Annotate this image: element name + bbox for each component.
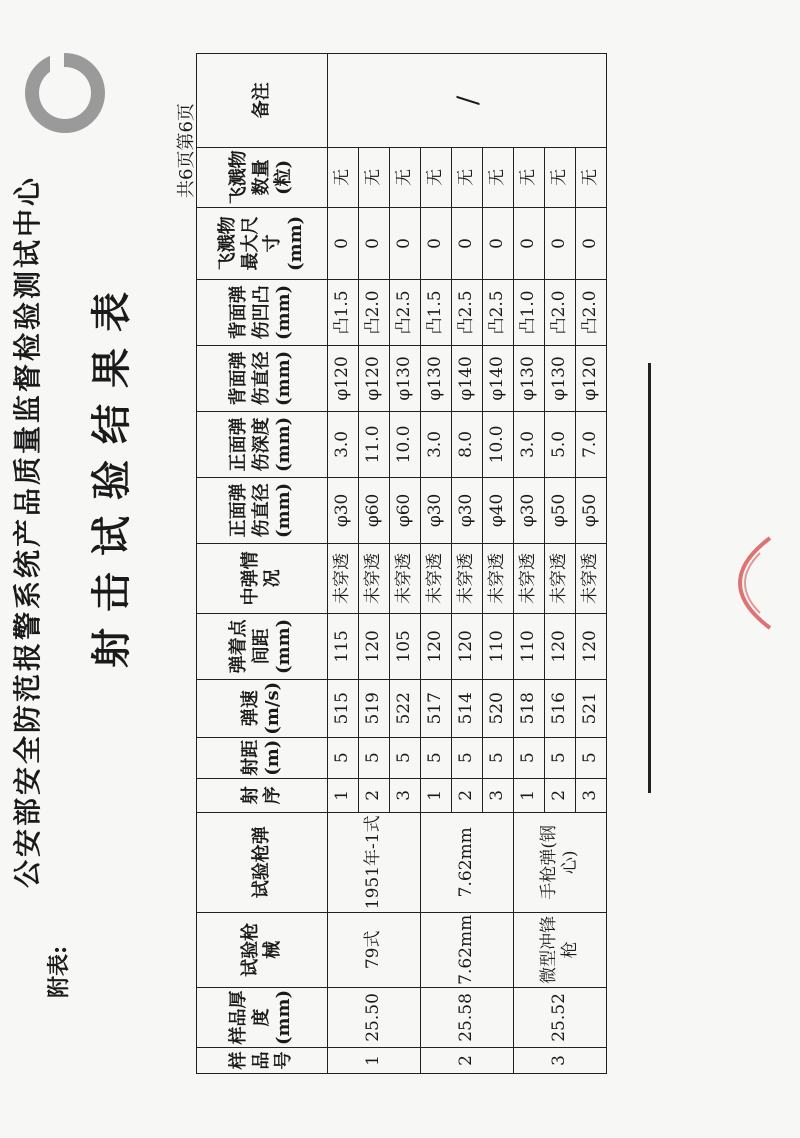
data-cell: 无 — [514, 147, 545, 207]
data-cell: 516 — [545, 679, 576, 737]
data-cell: 无 — [483, 147, 514, 207]
data-cell: 凸1.0 — [514, 279, 545, 345]
data-cell: 0 — [576, 207, 607, 279]
data-cell: 5 — [452, 737, 483, 778]
org-header: 公安部安全防范报警系统产品质量监督检验测试中心 — [11, 174, 44, 888]
data-cell: 120 — [576, 613, 607, 679]
data-cell: 11.0 — [359, 411, 390, 477]
decorative-rule — [648, 363, 651, 793]
column-header: 弹速(m/s) — [197, 679, 328, 737]
data-cell: 未穿透 — [545, 543, 576, 613]
data-cell: φ130 — [390, 345, 421, 411]
guoxin-logo — [10, 33, 120, 153]
data-cell: 10.0 — [483, 411, 514, 477]
data-cell: 5 — [328, 737, 359, 778]
column-header: 正面弹伤深度(mm) — [197, 411, 328, 477]
data-cell: 未穿透 — [328, 543, 359, 613]
data-cell: 518 — [514, 679, 545, 737]
data-cell: φ30 — [452, 477, 483, 543]
column-header: 样品厚度(mm) — [197, 987, 328, 1047]
data-cell: φ30 — [328, 477, 359, 543]
data-cell: 0 — [483, 207, 514, 279]
data-cell: 120 — [359, 613, 390, 679]
data-cell: 未穿透 — [390, 543, 421, 613]
ammo-cell: 手枪弹(钢心) — [514, 812, 607, 912]
data-cell: 无 — [359, 147, 390, 207]
data-cell: 120 — [421, 613, 452, 679]
thickness-cell: 25.50 — [328, 987, 421, 1047]
data-cell: 7.0 — [576, 411, 607, 477]
data-cell: φ50 — [545, 477, 576, 543]
data-cell: φ120 — [359, 345, 390, 411]
data-cell: 3 — [576, 778, 607, 812]
data-cell: 517 — [421, 679, 452, 737]
data-cell: 凸2.0 — [545, 279, 576, 345]
data-cell: 514 — [452, 679, 483, 737]
data-cell: 10.0 — [390, 411, 421, 477]
column-header: 飞溅物最大尺寸(mm) — [197, 207, 328, 279]
data-cell: φ30 — [421, 477, 452, 543]
column-header: 弹着点间距(mm) — [197, 613, 328, 679]
data-cell: 0 — [328, 207, 359, 279]
table-row — [514, 53, 545, 1073]
data-cell: 105 — [390, 613, 421, 679]
data-cell: 凸1.5 — [328, 279, 359, 345]
column-header: 背面弹伤凹凸(mm) — [197, 279, 328, 345]
ammo-cell: 1951年-1式 — [328, 812, 421, 912]
gun-cell: 微型冲锋枪 — [514, 912, 607, 987]
data-cell: φ50 — [576, 477, 607, 543]
data-cell: 5 — [545, 737, 576, 778]
table-row — [421, 53, 452, 1073]
remark-cell: / — [328, 53, 607, 147]
data-cell: 5 — [390, 737, 421, 778]
data-cell: 5.0 — [545, 411, 576, 477]
data-cell: φ130 — [421, 345, 452, 411]
data-cell: φ40 — [483, 477, 514, 543]
data-cell: 520 — [483, 679, 514, 737]
page-title: 射击试验结果表 — [88, 276, 135, 668]
column-header: 样品号 — [197, 1048, 328, 1074]
data-cell: 无 — [545, 147, 576, 207]
column-header: 背面弹伤直径(mm) — [197, 345, 328, 411]
data-cell: φ30 — [514, 477, 545, 543]
data-cell: 0 — [452, 207, 483, 279]
data-cell: 2 — [359, 778, 390, 812]
data-cell: 5 — [483, 737, 514, 778]
data-cell: 凸2.0 — [359, 279, 390, 345]
column-header: 飞溅物数量(粒) — [197, 147, 328, 207]
data-cell: 无 — [421, 147, 452, 207]
column-header: 射距(m) — [197, 737, 328, 778]
data-cell: 120 — [545, 613, 576, 679]
logo-mark-icon — [10, 33, 120, 153]
data-cell: 未穿透 — [483, 543, 514, 613]
sample-no-cell: 3 — [514, 1048, 607, 1074]
page-count: 共6页第6页 — [176, 103, 197, 198]
data-cell: 凸2.5 — [452, 279, 483, 345]
data-cell: 3.0 — [328, 411, 359, 477]
data-cell: 未穿透 — [421, 543, 452, 613]
data-cell: φ140 — [483, 345, 514, 411]
data-cell: 凸2.5 — [390, 279, 421, 345]
data-cell: 0 — [421, 207, 452, 279]
data-cell: 120 — [452, 613, 483, 679]
data-cell: 519 — [359, 679, 390, 737]
header-row — [197, 53, 328, 1073]
sample-no-cell: 1 — [328, 1048, 421, 1074]
thickness-cell: 25.58 — [421, 987, 514, 1047]
gun-cell: 7.62mm — [421, 912, 514, 987]
data-cell: 凸1.5 — [421, 279, 452, 345]
attachment-label: 附表: — [46, 945, 72, 998]
column-header: 射序 — [197, 778, 328, 812]
red-stamp-icon — [700, 528, 780, 638]
table-body — [328, 53, 607, 1073]
data-cell: φ120 — [576, 345, 607, 411]
column-header: 试验枪械 — [197, 912, 328, 987]
data-cell: 0 — [545, 207, 576, 279]
results-table — [196, 53, 607, 1074]
data-cell: 3 — [390, 778, 421, 812]
data-cell: 3.0 — [514, 411, 545, 477]
data-cell: 无 — [452, 147, 483, 207]
data-cell: 2 — [452, 778, 483, 812]
data-cell: 115 — [328, 613, 359, 679]
data-cell: 110 — [514, 613, 545, 679]
data-cell: 未穿透 — [452, 543, 483, 613]
data-cell: 未穿透 — [359, 543, 390, 613]
data-cell: 3.0 — [421, 411, 452, 477]
sample-no-cell: 2 — [421, 1048, 514, 1074]
data-cell: 凸2.0 — [576, 279, 607, 345]
column-header: 备注 — [197, 53, 328, 147]
data-cell: 0 — [390, 207, 421, 279]
data-cell: 无 — [328, 147, 359, 207]
data-cell: 110 — [483, 613, 514, 679]
data-cell: 0 — [514, 207, 545, 279]
data-cell: 无 — [390, 147, 421, 207]
data-cell: 1 — [514, 778, 545, 812]
data-cell: 未穿透 — [576, 543, 607, 613]
gun-cell: 79式 — [328, 912, 421, 987]
data-cell: 5 — [514, 737, 545, 778]
data-cell: φ120 — [328, 345, 359, 411]
data-cell: 凸2.5 — [483, 279, 514, 345]
data-cell: φ130 — [514, 345, 545, 411]
column-header: 试验枪弹 — [197, 812, 328, 912]
data-cell: 515 — [328, 679, 359, 737]
data-cell: 1 — [421, 778, 452, 812]
column-header: 中弹情况 — [197, 543, 328, 613]
data-cell: φ60 — [359, 477, 390, 543]
column-header: 正面弹伤直径(mm) — [197, 477, 328, 543]
thickness-cell: 25.52 — [514, 987, 607, 1047]
data-cell: 0 — [359, 207, 390, 279]
ammo-cell: 7.62mm — [421, 812, 514, 912]
data-cell: φ140 — [452, 345, 483, 411]
data-cell: 5 — [421, 737, 452, 778]
data-cell: 无 — [576, 147, 607, 207]
table-row — [328, 53, 359, 1073]
data-cell: φ60 — [390, 477, 421, 543]
data-cell: 3 — [483, 778, 514, 812]
data-cell: 未穿透 — [514, 543, 545, 613]
data-cell: 8.0 — [452, 411, 483, 477]
data-cell: 1 — [328, 778, 359, 812]
data-cell: 5 — [359, 737, 390, 778]
data-cell: 5 — [576, 737, 607, 778]
data-cell: φ130 — [545, 345, 576, 411]
data-cell: 522 — [390, 679, 421, 737]
data-cell: 2 — [545, 778, 576, 812]
data-cell: 521 — [576, 679, 607, 737]
